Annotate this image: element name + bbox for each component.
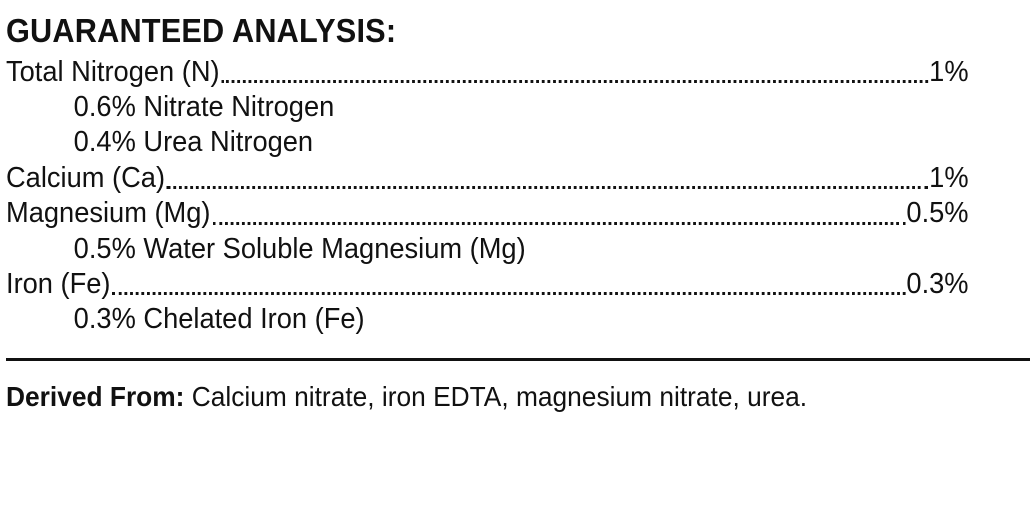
nutrient-name: Magnesium (Mg): [6, 197, 211, 230]
analysis-row-magnesium: [6, 196, 969, 231]
sub-item-water-soluble-magnesium: 0.5% Water Soluble Magnesium (Mg): [73, 232, 526, 265]
nutrient-value: 0.5%: [906, 197, 969, 230]
analysis-row-calcium: [6, 161, 969, 196]
nutrient-value: 1%: [929, 55, 969, 88]
derived-from-line: [6, 379, 969, 414]
leader-dots: [112, 288, 905, 295]
analysis-row-iron: [6, 267, 969, 302]
sub-item-urea-nitrogen: 0.4% Urea Nitrogen: [73, 126, 314, 159]
sub-item-chelated-iron: 0.3% Chelated Iron (Fe): [73, 303, 365, 336]
page-title: GUARANTEED ANALYSIS:: [6, 12, 397, 49]
nutrient-name: Iron (Fe): [6, 267, 111, 300]
derived-from-label: Derived From:: [6, 380, 185, 412]
analysis-row-total-nitrogen: [6, 55, 969, 90]
leader-dots: [212, 218, 905, 225]
derived-from-value: Calcium nitrate, iron EDTA, magnesium nitrate, urea.: [191, 380, 808, 412]
nutrient-name: Total Nitrogen (N): [6, 55, 220, 88]
sub-item-nitrate-nitrogen: 0.6% Nitrate Nitrogen: [73, 91, 335, 124]
leader-dots: [221, 76, 928, 83]
leader-dots: [167, 182, 928, 189]
section-divider: [6, 358, 1030, 361]
nutrient-name: Calcium (Ca): [6, 161, 166, 194]
nutrient-value: 1%: [929, 161, 969, 194]
nutrient-value: 0.3%: [906, 267, 969, 300]
